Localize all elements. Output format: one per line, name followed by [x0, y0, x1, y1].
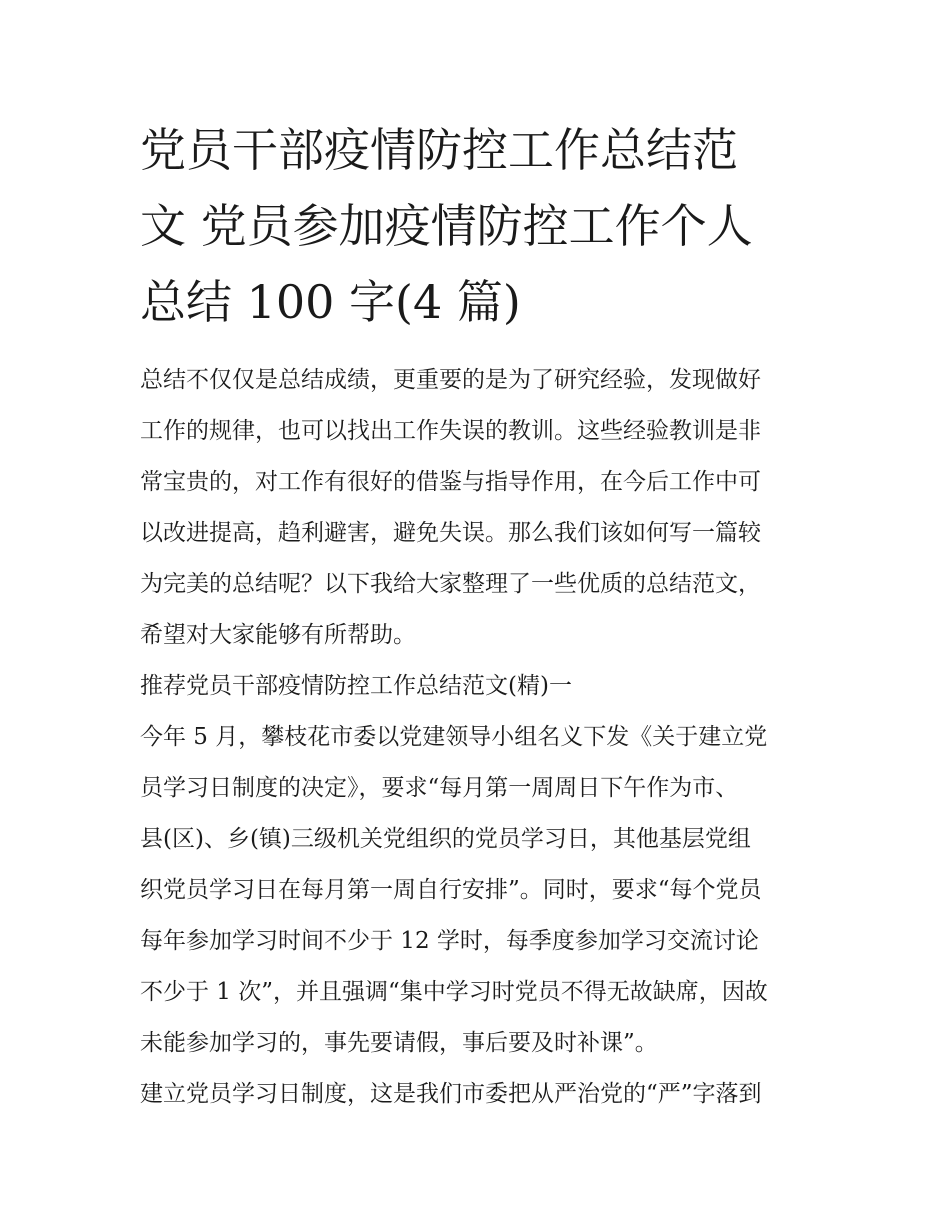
body-line: 员学习日制度的决定》，要求“每月第一周周日下午作为市、 — [140, 775, 739, 801]
body-line: 建立党员学习日制度，这是我们市委把从严治党的“严”字落到 — [140, 1081, 762, 1107]
body-line: 希望对大家能够有所帮助。 — [140, 622, 416, 648]
body-line: 常宝贵的，对工作有很好的借鉴与指导作用，在今后工作中可 — [140, 469, 761, 495]
body-line: 不少于 1 次”，并且强调“集中学习时党员不得无故缺席，因故 — [140, 979, 768, 1005]
body-line: 每年参加学习时间不少于 12 学时，每季度参加学习交流讨论 — [140, 928, 759, 954]
body-line: 未能参加学习的，事先要请假，事后要及时补课”。 — [140, 1030, 658, 1056]
document-body — [140, 355, 820, 1120]
title-line: 总结 100 字(4 篇) — [140, 275, 521, 329]
title-line: 党员干部疫情防控工作总结范 — [140, 123, 738, 177]
body-line: 以改进提高，趋利避害，避免失误。那么我们该如何写一篇较 — [140, 520, 761, 546]
body-line: 工作的规律，也可以找出工作失误的教训。这些经验教训是非 — [140, 418, 761, 444]
body-line: 总结不仅仅是总结成绩，更重要的是为了研究经验，发现做好 — [140, 367, 761, 393]
section-heading: 推荐党员干部疫情防控工作总结范文(精)一 — [140, 673, 572, 699]
document-title — [140, 112, 820, 340]
title-line: 文 党员参加疫情防控工作个人 — [140, 199, 753, 253]
body-line: 县(区)、乡(镇)三级机关党组织的党员学习日，其他基层党组 — [140, 826, 751, 852]
body-line: 为完美的总结呢？以下我给大家整理了一些优质的总结范文， — [140, 571, 761, 597]
body-line: 织党员学习日在每月第一周自行安排”。同时，要求“每个党员 — [140, 877, 762, 903]
body-line: 今年 5 月，攀枝花市委以党建领导小组名义下发《关于建立党 — [140, 724, 768, 750]
